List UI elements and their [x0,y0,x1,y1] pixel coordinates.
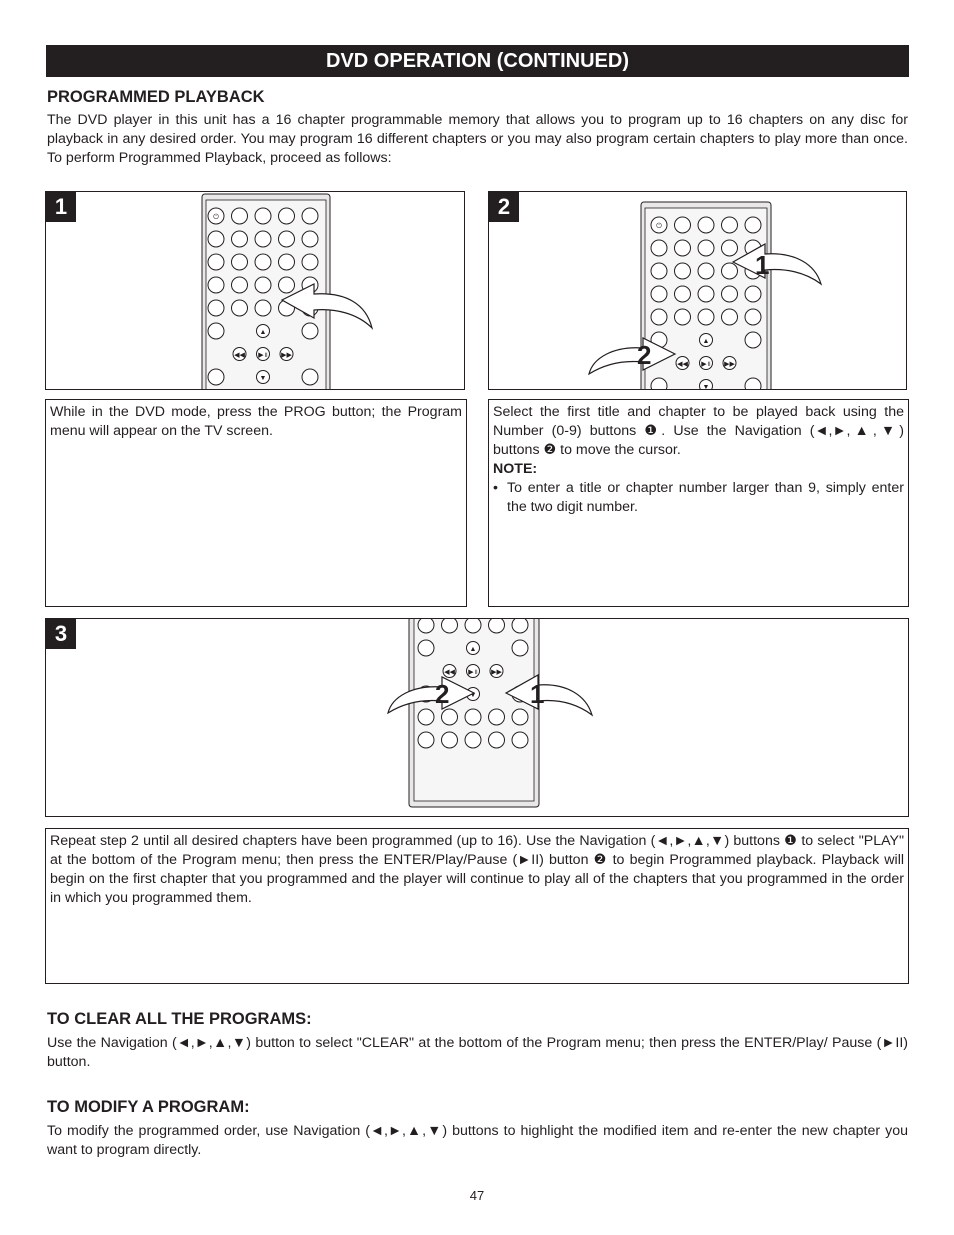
fast-forward-icon: ▶▶ [281,352,292,359]
up-arrow-icon: ▲ [469,646,477,653]
remote-button [675,240,691,256]
rewind-icon: ◀◀ [444,669,455,676]
remote-button [255,300,271,316]
callout-2: 2 [435,679,450,709]
remote-button [512,640,528,656]
step-3-illustration [45,618,909,817]
remote-button [698,286,714,302]
remote-button [302,369,318,385]
step-2-description: Select the first title and chapter to be played back using the Number (0-9) buttons ❶. Use the Navigation (◄,►,▲,▼) buttons ❷ to move the cursor. [493,404,904,458]
remote-button [722,240,738,256]
remote-button [675,263,691,279]
down-arrow-icon: ▼ [702,384,710,391]
remote-button [651,286,667,302]
remote-button [255,231,271,247]
remote-button [745,309,761,325]
remote-button [722,263,738,279]
step-1-description-box [45,399,467,607]
step-2-note-text: To enter a title or chapter number larger than 9, simply enter the two digit number. [507,480,904,515]
power-icon: ⏻ [213,214,219,221]
remote-button [675,217,691,233]
remote-button [232,277,248,293]
step-1-illustration [45,191,465,390]
remote-button [698,240,714,256]
remote-button [208,369,224,385]
clear-programs-heading: TO CLEAR ALL THE PROGRAMS: [47,1010,312,1028]
step-3-number: 3 [46,619,76,649]
remote-button [302,231,318,247]
remote-button [489,619,505,633]
remote-button [208,323,224,339]
remote-button [745,217,761,233]
remote-button [675,286,691,302]
programmed-playback-intro: The DVD player in this unit has a 16 chapter programmable memory that allows you to program up to 16 chapters on any disc for playback in any desired order. You may program 16 different chapters or you may also program certain chapters to play more than once. To perform Programmed Playback, proceed as follows: [47,112,908,166]
callout-2: 2 [637,340,652,370]
fast-forward-icon: ▶▶ [724,361,735,368]
note-bullet: • [493,480,498,496]
down-arrow-icon: ▼ [469,692,477,699]
up-arrow-icon: ▲ [702,338,710,345]
remote-button [255,208,271,224]
callout-1: 1 [755,250,770,280]
remote-button [302,208,318,224]
section-title: DVD OPERATION (CONTINUED) [326,50,629,72]
remote-button [208,300,224,316]
remote-button [302,323,318,339]
step-3-description-box [45,828,909,984]
fast-forward-icon: ▶▶ [491,669,502,676]
remote-button [745,332,761,348]
rewind-icon: ◀◀ [677,361,688,368]
remote-button [698,217,714,233]
play-pause-icon: ▶॥ [468,669,478,676]
remote-button [651,309,667,325]
remote-button [302,254,318,270]
remote-button [442,732,458,748]
step-3-description: Repeat step 2 until all desired chapters have been programmed (up to 16). Use the Navigation (◄,►,▲,▼) buttons ❶ to select "PLAY" at the bottom of the Program menu; then press the ENTER/Play/Pause (►II) button ❷ to begin Programmed playback. Playback will begin on the first chapter that you programmed and the player will continue to play all of the chapters that you programmed in the order in which you programmed them. [50,833,904,906]
remote-button [722,309,738,325]
step-2-illustration [488,191,907,390]
remote-illustration-3 [46,619,909,817]
remote-button [698,309,714,325]
down-arrow-icon: ▼ [259,375,267,382]
section-banner [46,45,909,77]
remote-button [442,619,458,633]
play-pause-icon: ▶॥ [258,352,268,359]
remote-button [465,732,481,748]
callout-1: 1 [530,679,545,709]
step-2-description-box [488,399,909,607]
modify-program-heading: TO MODIFY A PROGRAM: [47,1098,250,1116]
step-2-note-label: NOTE: [493,461,538,477]
remote-button [232,300,248,316]
step-2-note [489,479,908,517]
remote-button [465,709,481,725]
rewind-icon: ◀◀ [234,352,245,359]
remote-button [279,254,295,270]
remote-button [418,732,434,748]
remote-button [232,231,248,247]
remote-button [279,208,295,224]
remote-button [208,277,224,293]
page-number: 47 [469,1188,485,1203]
remote-button [675,309,691,325]
remote-button [418,640,434,656]
modify-program-text: To modify the programmed order, use Navigation (◄,►,▲,▼) buttons to highlight the modified item and re-enter the new chapter you want to program directly. [47,1123,908,1158]
remote-button [651,378,667,390]
remote-button [651,240,667,256]
power-icon: ⏻ [656,223,662,230]
up-arrow-icon: ▲ [259,329,267,336]
remote-button [208,231,224,247]
programmed-playback-heading: PROGRAMMED PLAYBACK [47,88,265,106]
remote-illustration-1 [46,192,465,390]
remote-button [232,208,248,224]
remote-button [489,709,505,725]
remote-button [512,619,528,633]
remote-button [279,231,295,247]
remote-button [465,619,481,633]
step-1-number: 1 [46,192,76,222]
remote-button [745,378,761,390]
remote-button [418,619,434,633]
remote-button [489,732,505,748]
remote-illustration-2 [489,192,907,390]
remote-button [722,286,738,302]
step-1-description: While in the DVD mode, press the PROG button; the Program menu will appear on the TV screen. [50,404,462,439]
remote-button [279,277,295,293]
remote-button [745,286,761,302]
remote-button [255,254,271,270]
remote-button [232,254,248,270]
remote-button [418,709,434,725]
step-2-number: 2 [489,192,519,222]
remote-button [698,263,714,279]
remote-button [651,263,667,279]
remote-button [512,732,528,748]
remote-button [442,709,458,725]
remote-button [208,254,224,270]
remote-button [722,217,738,233]
clear-programs-text: Use the Navigation (◄,►,▲,▼) button to select "CLEAR" at the bottom of the Program menu; then press the ENTER/Play/ Pause (►II) button. [47,1035,908,1070]
remote-button [512,709,528,725]
play-pause-icon: ▶॥ [701,361,711,368]
remote-button [255,277,271,293]
